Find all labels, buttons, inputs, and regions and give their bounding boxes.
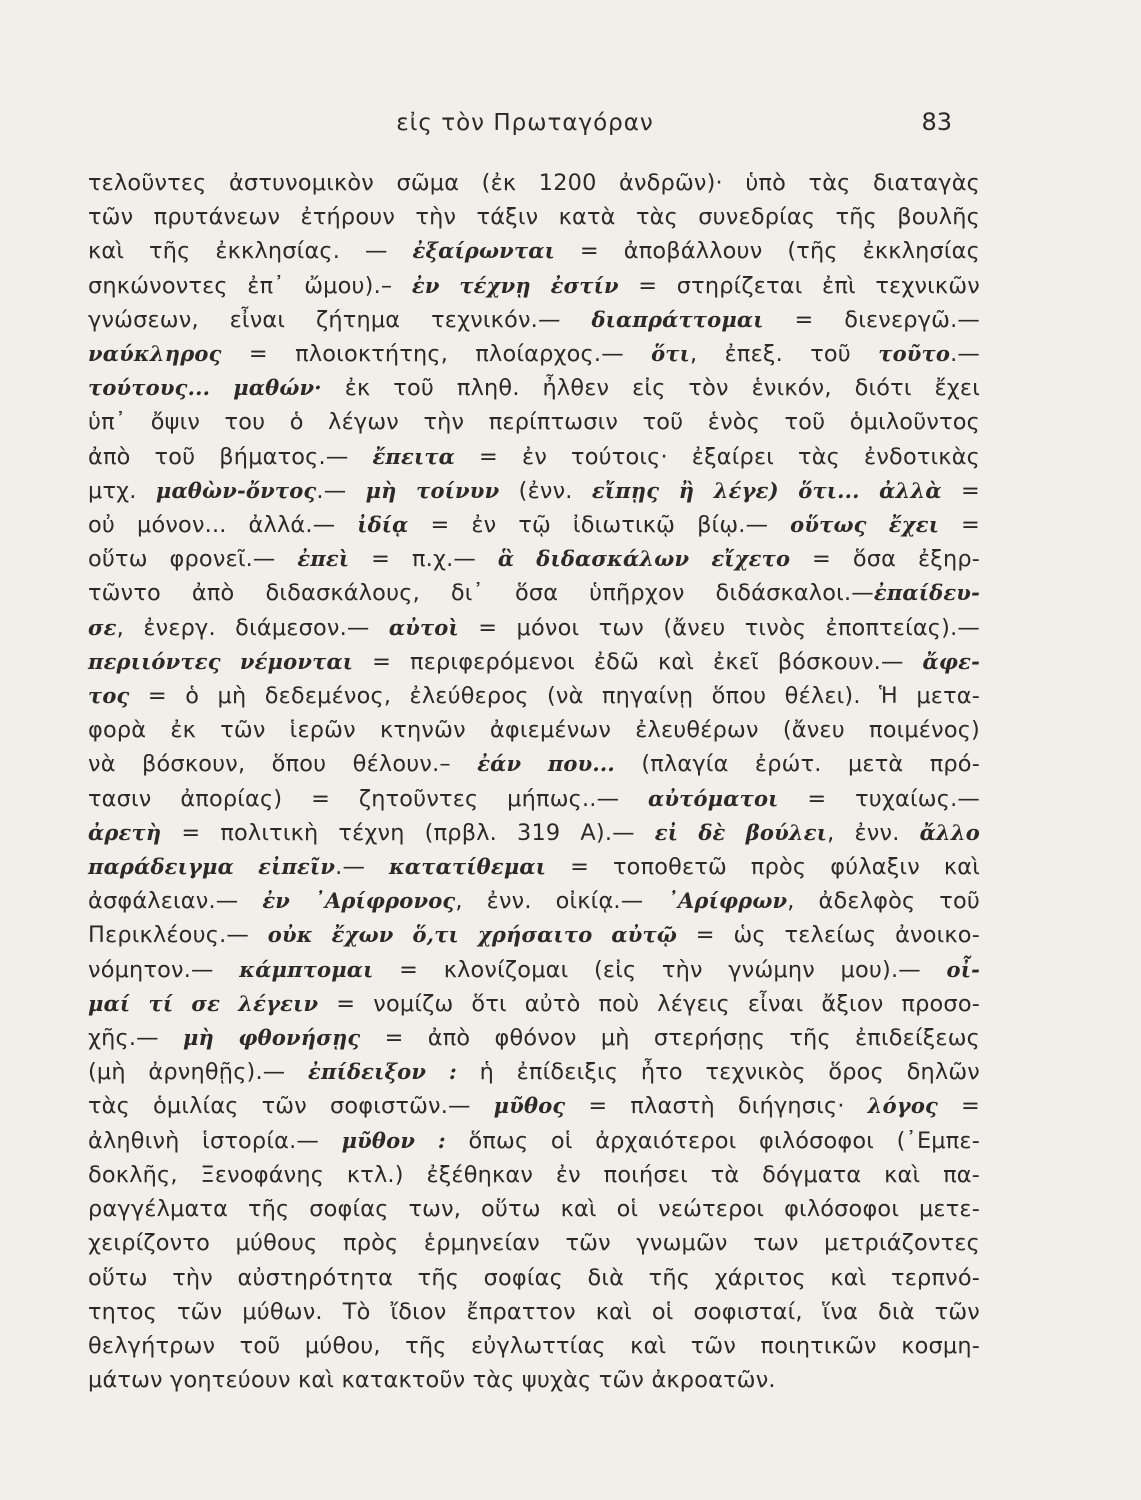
text-line — [88, 234, 980, 268]
lemma-term: μῦθος — [493, 1093, 566, 1119]
text-segment: ἀσφάλειαν.— — [88, 888, 263, 915]
text-segment: σηκώνοντες ἐπ᾽ ὤμου).– — [88, 272, 412, 299]
text-segment: = — [938, 1093, 980, 1120]
lemma-term: ἐξαίρωνται — [412, 238, 555, 264]
text-segment: , ἐνεργ. διάμεσον.— — [116, 614, 389, 641]
text-segment: , ἐνν. — [827, 819, 920, 846]
text-segment: τελοῦντες ἀστυνομικὸν σῶμα (ἐκ 1200 ἀνδρῶν)· ὑπὸ τὰς διαταγὰς — [88, 170, 980, 196]
text-line — [88, 987, 980, 1021]
text-segment: = ἀπὸ φθόνον μὴ στερήσῃς τῆς ἐπιδείξεως — [360, 1025, 981, 1052]
text-segment: τῶν πρυτάνεων ἐτήρουν τὴν τάξιν κατὰ τὰς συνεδρίας τῆς βουλῆς — [88, 204, 980, 231]
lemma-term: τούτους... μαθών· — [88, 375, 322, 401]
text-segment: = π.χ.— — [349, 546, 498, 573]
lemma-term: ᾽Αρίφρων — [667, 888, 788, 914]
text-segment: μτχ. — [88, 477, 156, 504]
text-segment: ἡ ἐπίδειξις ἦτο τεχνικὸς ὅρος δηλῶν — [456, 1059, 980, 1086]
text-line — [88, 371, 980, 405]
text-segment: φορὰ ἐκ τῶν ἱερῶν κτηνῶν ἀφιεμένων ἐλευθέρων (ἄνευ ποιμένος) — [88, 717, 980, 744]
text-line — [88, 884, 980, 918]
text-segment: ἀπὸ τοῦ βήματος.— — [88, 443, 373, 470]
text-segment: .— — [335, 854, 389, 881]
text-segment: ἀληθινὴ ἱστορία.— — [88, 1127, 342, 1154]
text-segment: καὶ τῆς ἐκκλησίας. — — [88, 238, 413, 265]
text-segment: = ὅσα ἐξηρ- — [790, 546, 981, 573]
lemma-term: κάμπτομαι — [239, 956, 374, 982]
text-line — [88, 1363, 980, 1397]
text-line — [88, 1158, 980, 1192]
text-segment: ὑπ᾽ ὄψιν του ὁ λέγων τὴν περίπτωσιν τοῦ ἑνὸς τοῦ ὁμιλοῦντος — [88, 409, 980, 436]
text-segment: νὰ βόσκουν, ὅπου θέλουν.– — [88, 751, 478, 778]
text-segment: = κλονίζομαι (εἰς τὴν γνώμην μου).— — [373, 956, 947, 983]
lemma-term: ναύκληρος — [88, 341, 222, 367]
text-segment: χῆς.— — [88, 1025, 183, 1052]
text-line — [88, 576, 980, 610]
text-line — [88, 611, 980, 645]
text-segment: = περιφερόμενοι ἐδῶ καὶ ἐκεῖ βόσκουν.— — [353, 648, 923, 675]
text-line — [88, 850, 980, 884]
text-segment: τῶντο ἀπὸ διδασκάλους, δι᾽ ὅσα ὑπῆρχον διδάσκαλοι.— — [88, 580, 874, 607]
page-number: 83 — [921, 108, 952, 136]
text-line — [88, 645, 980, 679]
lemma-term: οὐκ ἔχων ὅ,τι χρήσαιτο αὐτῷ — [267, 922, 678, 948]
text-segment: τητος τῶν μύθων. Τὸ ἴδιον ἔπραττον καὶ οἱ σοφισταί, ἵνα διὰ τῶν — [88, 1298, 980, 1325]
text-line — [88, 303, 980, 337]
lemma-term: μαθὼν-ὄντος — [155, 477, 317, 503]
text-segment: .— — [316, 477, 366, 504]
text-segment: = μόνοι των (ἄνευ τινὸς ἐποπτείας).— — [458, 614, 980, 641]
text-segment: .— — [950, 341, 981, 368]
lemma-term: ὅτι — [651, 341, 690, 367]
text-line — [88, 200, 980, 234]
page-header — [90, 108, 960, 144]
lemma-term: ἐπεὶ — [297, 546, 350, 572]
lemma-term: ἔπειτα — [372, 443, 456, 469]
text-line — [88, 1055, 980, 1089]
text-segment: = νομίζω ὅτι αὐτὸ ποὺ λέγεις εἶναι ἄξιον προσο- — [318, 990, 980, 1017]
lemma-term: ἐάν που... — [477, 751, 615, 777]
text-line — [88, 1124, 980, 1158]
lemma-term: ἐν ᾽Αρίφρονος — [262, 888, 456, 914]
lemma-term: ἄφε- — [922, 648, 980, 674]
text-segment: = πλοιοκτήτης, πλοίαρχος.— — [221, 341, 652, 368]
lemma-term: ἀρετὴ — [88, 819, 162, 845]
lemma-term: ἐν τέχνῃ ἐστίν — [411, 272, 619, 298]
text-segment: = τοποθετῶ πρὸς φύλαξιν καὶ — [546, 854, 980, 881]
text-segment: = ὁ μὴ δεδεμένος, ἐλεύθερος (νὰ πηγαίνῃ ὅπου θέλει). Ἡ μετα- — [129, 683, 980, 710]
text-segment: νόμητον.— — [88, 956, 240, 983]
lemma-term: ἰδίᾳ — [357, 512, 409, 538]
lemma-term: ἄλλο — [919, 819, 980, 845]
lemma-term: ἃ διδασκάλων εἴχετο — [497, 546, 791, 572]
text-segment: = τυχαίως.— — [778, 785, 980, 812]
lemma-term: αὐτοὶ — [388, 614, 459, 640]
text-line — [88, 1192, 980, 1226]
text-segment: ἐκ τοῦ πληθ. ἦλθεν εἰς τὸν ἑνικόν, διότι ἔχει — [321, 375, 981, 402]
text-segment: = ὡς τελείως ἀνοικο- — [677, 922, 980, 949]
text-line — [88, 816, 980, 850]
text-segment: = — [941, 477, 980, 504]
lemma-term: διαπράττομαι — [591, 306, 764, 332]
text-segment: τασιν ἀπορίας) = ζητοῦντες μήπως..— — [88, 785, 649, 812]
text-line — [88, 474, 980, 508]
text-line — [88, 337, 980, 371]
lemma-term: σε — [88, 614, 117, 640]
text-segment: = στηρίζεται ἐπὶ τεχνικῶν — [618, 272, 980, 299]
text-segment: = διενεργῶ.— — [763, 306, 981, 333]
lemma-term: αὐτόματοι — [648, 785, 779, 811]
text-line — [88, 713, 980, 747]
lemma-term: λόγος — [867, 1093, 939, 1119]
text-line — [88, 1089, 980, 1123]
text-line — [88, 679, 980, 713]
text-line — [88, 1021, 980, 1055]
text-segment: χειρίζοντο μύθους πρὸς ἑρμηνείαν τῶν γνωμῶν των μετριάζοντες — [88, 1230, 980, 1257]
text-segment: (μὴ ἀρνηθῇς).— — [88, 1059, 309, 1086]
text-segment: = ἀποβάλλουν (τῆς ἐκκλησίας — [555, 238, 980, 265]
text-segment: = πολιτικὴ τέχνη (πρβλ. 319 Α).— — [161, 819, 655, 846]
lemma-term: μὴ φθονήσῃς — [182, 1025, 361, 1051]
text-segment: δοκλῆς, Ξενοφάνης κτλ.) ἐξέθηκαν ἐν ποιήσει τὰ δόγματα καὶ πα- — [88, 1161, 980, 1188]
lemma-term: μαί τί σε λέγειν — [88, 990, 319, 1016]
text-line — [88, 542, 980, 576]
text-line — [88, 953, 980, 987]
text-line — [88, 747, 980, 781]
text-segment: = — [939, 512, 980, 539]
text-segment: ὅπως οἱ ἀρχαιότεροι φιλόσοφοι (᾽Εμπε- — [445, 1127, 981, 1154]
lemma-term: εἴπῃς ἢ λέγε) ὅτι... ἀλλὰ — [591, 477, 942, 503]
lemma-term: παράδειγμα εἰπεῖν — [88, 854, 336, 880]
lemma-term: εἰ δὲ βούλει — [654, 819, 828, 845]
text-segment: , ἀδελφὸς τοῦ — [787, 888, 980, 915]
lemma-term: μὴ τοίνυν — [365, 477, 500, 503]
text-line — [88, 269, 980, 303]
text-line — [88, 440, 980, 474]
text-segment: θελγήτρων τοῦ μύθου, τῆς εὐγλωττίας καὶ τῶν ποιητικῶν κοσμη- — [88, 1332, 980, 1359]
text-line — [88, 166, 980, 200]
text-line — [88, 918, 980, 952]
text-segment: , ἐνν. οἰκίᾳ.— — [455, 888, 668, 915]
text-line — [88, 1329, 980, 1363]
text-segment: οὐ μόνον... ἀλλά.— — [88, 512, 358, 539]
text-line — [88, 782, 980, 816]
text-segment: οὕτω φρονεῖ.— — [88, 546, 298, 573]
text-segment: = ἐν τούτοις· ἐξαίρει τὰς ἐνδοτικὰς — [455, 443, 980, 470]
text-segment: τὰς ὁμιλίας τῶν σοφιστῶν.— — [88, 1093, 494, 1120]
lemma-term: ἐπίδειξον : — [308, 1059, 457, 1085]
text-segment: μάτων γοητεύουν καὶ κατακτοῦν τὰς ψυχὰς τῶν ἀκροατῶν. — [88, 1367, 776, 1394]
text-segment: = πλαστὴ διήγησις· — [565, 1093, 868, 1120]
text-line — [88, 508, 980, 542]
body-text — [88, 166, 980, 1397]
text-segment: Περικλέους.— — [88, 922, 268, 949]
lemma-term: μῦθον : — [341, 1127, 446, 1153]
running-title: εἰς τὸν Πρωταγόραν — [396, 110, 654, 136]
text-segment: = ἐν τῷ ἰδιωτικῷ βίῳ.— — [408, 512, 791, 539]
text-segment: (πλαγία ἐρώτ. μετὰ πρό- — [614, 751, 980, 778]
lemma-term: περιιόντες νέμονται — [88, 648, 354, 674]
text-segment: γνώσεων, εἶναι ζήτημα τεχνικόν.— — [88, 306, 592, 333]
lemma-term: οἶ- — [946, 956, 980, 982]
text-segment: , ἐπεξ. τοῦ — [690, 341, 879, 368]
text-line — [88, 405, 980, 439]
text-segment: (ἐνν. — [499, 477, 592, 504]
text-line — [88, 1226, 980, 1260]
lemma-term: οὕτως ἔχει — [790, 512, 940, 538]
lemma-term: κατατίθεμαι — [388, 854, 547, 880]
lemma-term: ἐπαίδευ- — [873, 580, 980, 606]
text-line — [88, 1261, 980, 1295]
text-line — [88, 1295, 980, 1329]
text-segment: ραγγέλματα τῆς σοφίας των, οὕτω καὶ οἱ νεώτεροι φιλόσοφοι μετε- — [88, 1196, 980, 1223]
lemma-term: τος — [88, 683, 130, 709]
text-segment: οὕτω τὴν αὐστηρότητα τῆς σοφίας διὰ τῆς χάριτος καὶ τερπνό- — [88, 1264, 980, 1291]
lemma-term: τοῦτο — [878, 341, 951, 367]
